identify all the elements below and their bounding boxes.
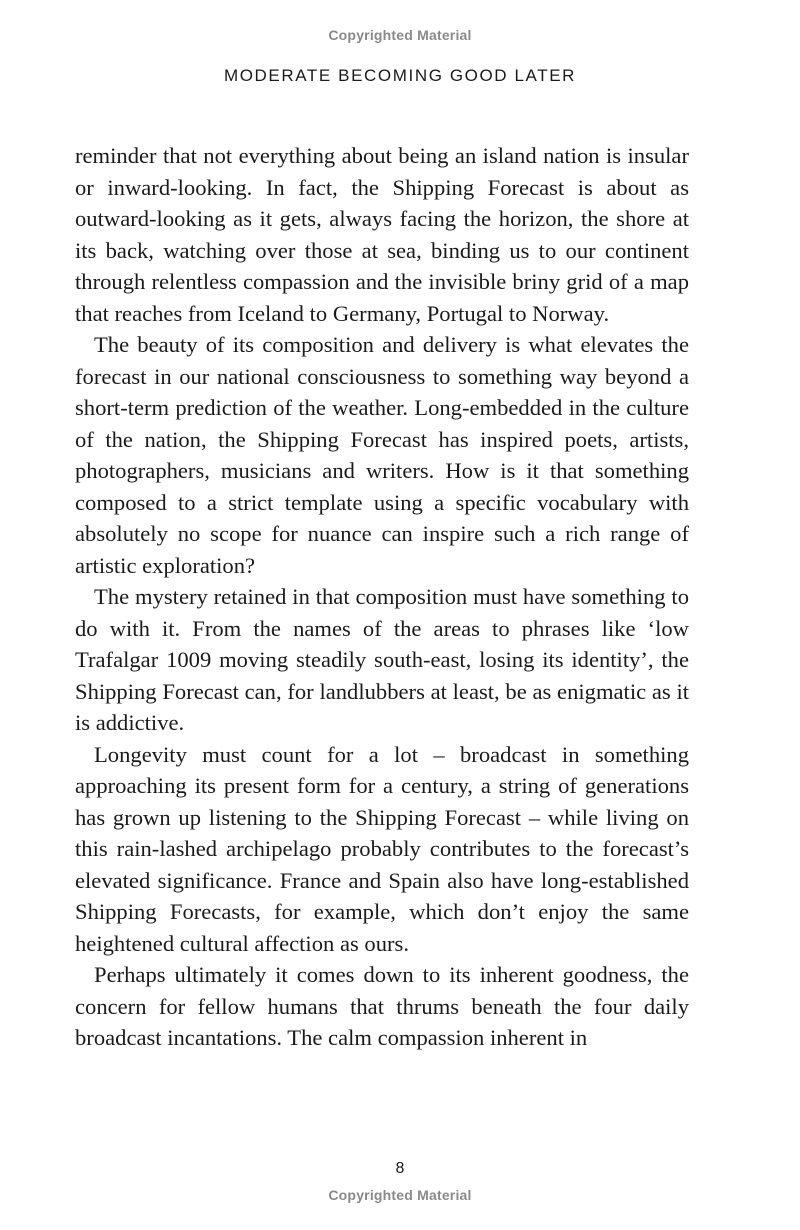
paragraph-continued: reminder that not everything about being an island nation is insular or inward-looking. In fact, the Shipping Forecast is about as outward-looking as it gets, always facing the horizon, the shore at its back, watching over those at sea, binding us to our continent through relentless compassion and the invisible briny grid of a map that reaches from Iceland to Germany, Portugal to Norway. [75, 143, 689, 326]
body-text [75, 140, 689, 1054]
paragraph: The beauty of its composition and delivery is what elevates the forecast in our national consciousness to something way beyond a short-term prediction of the weather. Long-embedded in the culture of the nation, the Shipping Forecast has inspired poets, artists, photographers, musicians and writers. How is it that something composed to a strict template using a specific vocabulary with absolutely no scope for nuance can inspire such a rich range of artistic exploration? [75, 332, 689, 578]
running-head: MODERATE BECOMING GOOD LATER [223, 66, 577, 85]
copyright-watermark-top: Copyrighted Material [328, 27, 472, 43]
paragraph: The mystery retained in that composition must have something to do with it. From the names of the areas to phrases like ‘low Trafalgar 1009 moving steadily south-east, losing its identity’, the Shipping Forecast can, for landlubbers at least, be as enigmatic as it is addictive. [75, 584, 689, 735]
page-number: 8 [395, 1160, 405, 1177]
copyright-watermark-bottom: Copyrighted Material [328, 1187, 472, 1203]
paragraph: Longevity must count for a lot – broadcast in something approaching its present form for a century, a string of generations has grown up listening to the Shipping Forecast – while living on this rain-lashed archipelago probably contributes to the forecast’s elevated significance. France and Spain also have long-established Shipping Forecasts, for example, which don’t enjoy the same heightened cultural affection as ours. [75, 741, 689, 956]
paragraph: Perhaps ultimately it comes down to its inherent goodness, the concern for fellow humans that thrums beneath the four daily broadcast incantations. The calm compassion inherent in [75, 962, 689, 1050]
